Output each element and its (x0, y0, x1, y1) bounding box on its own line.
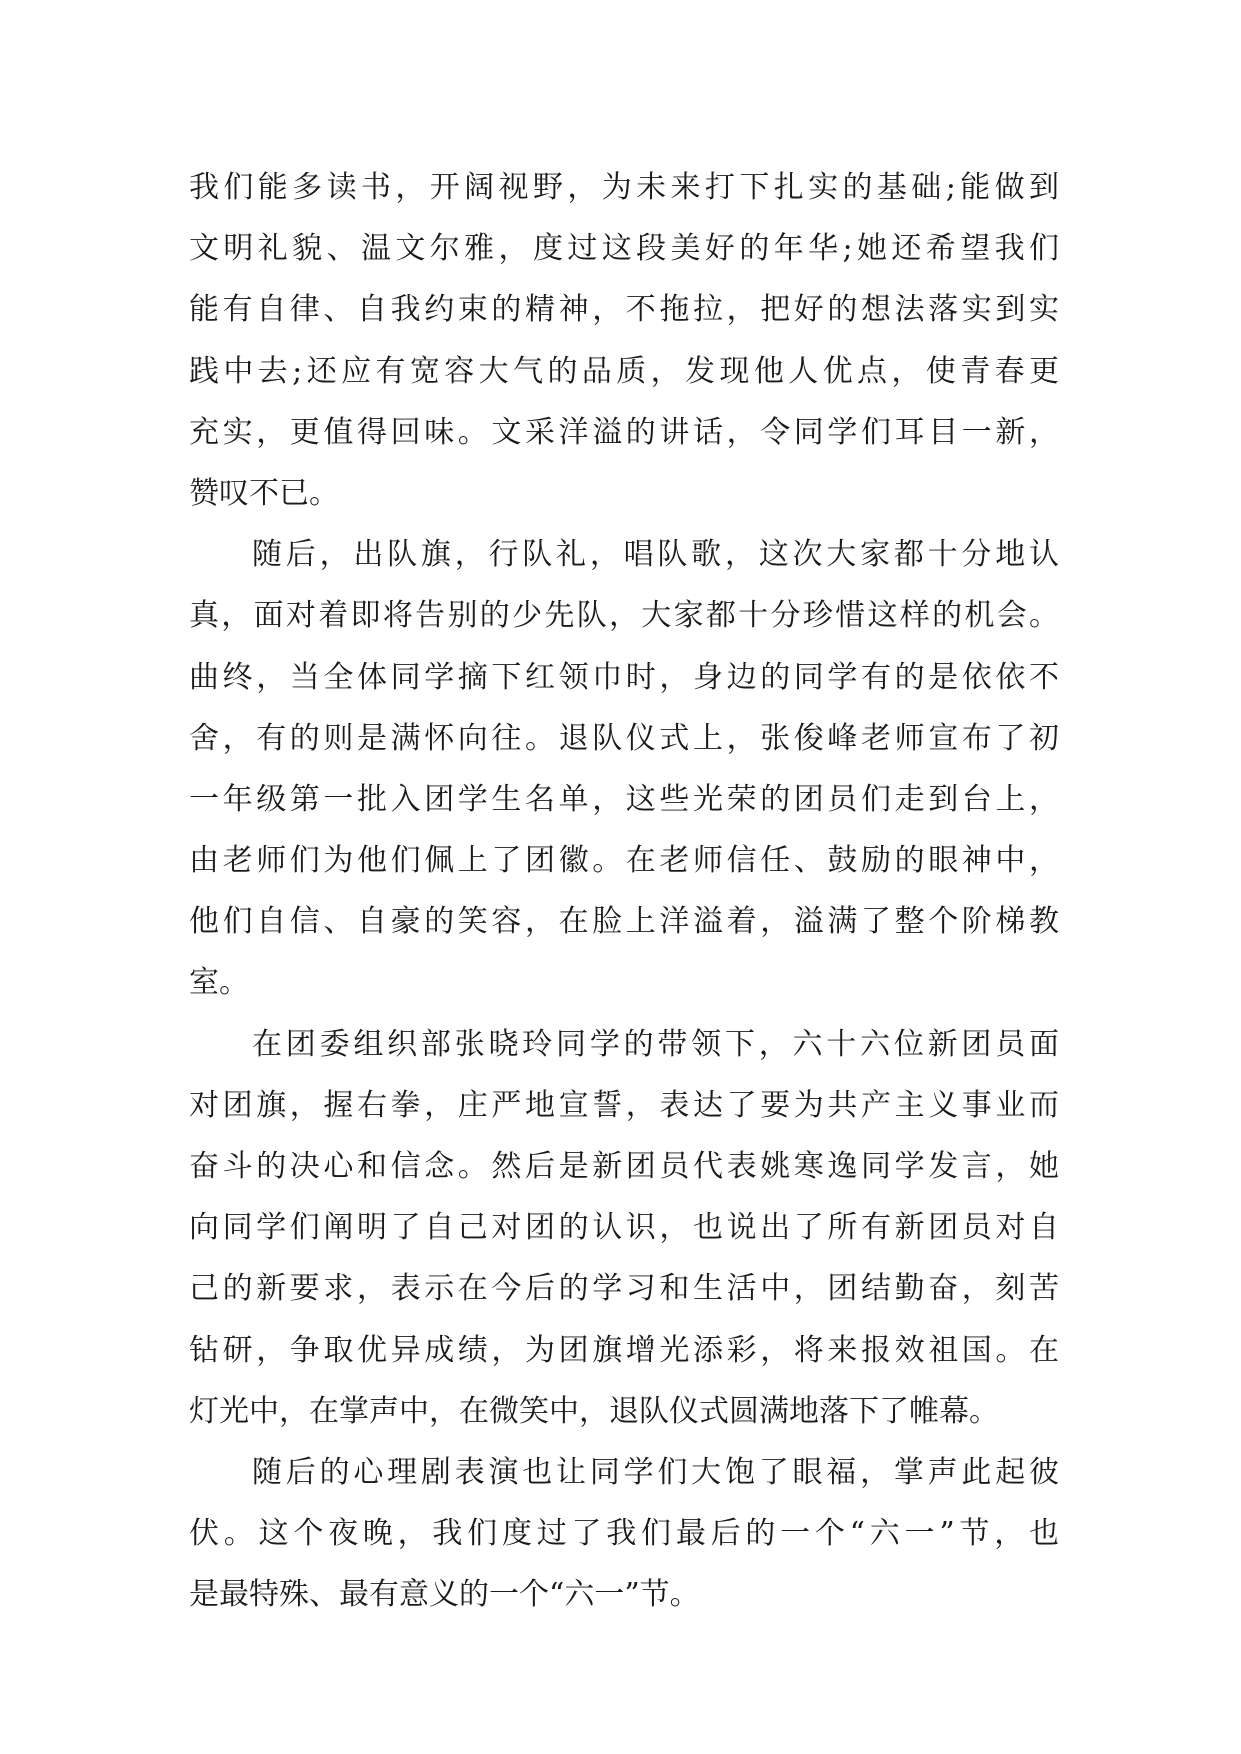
paragraph-2 (189, 524, 1059, 1014)
text-line: 对团旗，握右拳，庄严地宣誓，表达了要为共产主义事业而 (189, 1087, 1059, 1123)
text-line: 践中去;还应有宽容大气的品质，发现他人优点，使青春更 (189, 353, 1059, 389)
body-text (189, 157, 1059, 1626)
text-line: 灯光中，在掌声中，在微笑中，退队仪式圆满地落下了帷幕。 (189, 1393, 999, 1429)
text-line: 真，面对着即将告别的少先队，大家都十分珍惜这样的机会。 (189, 598, 1059, 634)
text-line: 舍，有的则是满怀向往。退队仪式上，张俊峰老师宣布了初 (189, 720, 1059, 756)
text-line: 一年级第一批入团学生名单，这些光荣的团员们走到台上， (189, 781, 1059, 817)
text-line: 由老师们为他们佩上了团徽。在老师信任、鼓励的眼神中， (189, 843, 1059, 879)
text-line: 赞叹不已。 (189, 475, 339, 511)
text-line: 能有自律、自我约束的精神，不拖拉，把好的想法落实到实 (189, 292, 1059, 328)
text-line: 奋斗的决心和信念。然后是新团员代表姚寒逸同学发言，她 (189, 1149, 1059, 1184)
text-line: 曲终，当全体同学摘下红领巾时，身边的同学有的是依依不 (189, 659, 1059, 695)
text-line: 他们自信、自豪的笑容，在脸上洋溢着，溢满了整个阶梯教 (189, 904, 1059, 940)
text-line: 文明礼貌、温文尔雅，度过这段美好的年华;她还希望我们 (189, 231, 1059, 267)
paragraph-4 (189, 1442, 1059, 1626)
paragraph-1 (189, 157, 1059, 524)
text-line: 向同学们阐明了自己对团的认识，也说出了所有新团员对自 (189, 1210, 1059, 1246)
text-line: 己的新要求，表示在今后的学习和生活中，团结勤奋，刻苦 (189, 1271, 1059, 1307)
text-line: 是最特殊、最有意义的一个“六一”节。 (189, 1577, 700, 1613)
text-line: 在团委组织部张晓玲同学的带领下，六十六位新团员面 (252, 1026, 1059, 1062)
paragraph-3 (189, 1014, 1059, 1442)
text-line: 随后的心理剧表演也让同学们大饱了眼福，掌声此起彼 (252, 1454, 1059, 1490)
text-line: 充实，更值得回味。文采洋溢的讲话，令同学们耳目一新， (189, 414, 1059, 450)
text-line: 室。 (189, 965, 249, 1001)
text-line: 随后，出队旗，行队礼，唱队歌，这次大家都十分地认 (252, 537, 1059, 573)
text-line: 钻研，争取优异成绩，为团旗增光添彩，将来报效祖国。在 (189, 1332, 1059, 1368)
text-line: 我们能多读书，开阔视野，为未来打下扎实的基础;能做到 (189, 170, 1059, 205)
text-line: 伏。这个夜晚，我们度过了我们最后的一个“六一”节，也 (189, 1516, 1059, 1552)
